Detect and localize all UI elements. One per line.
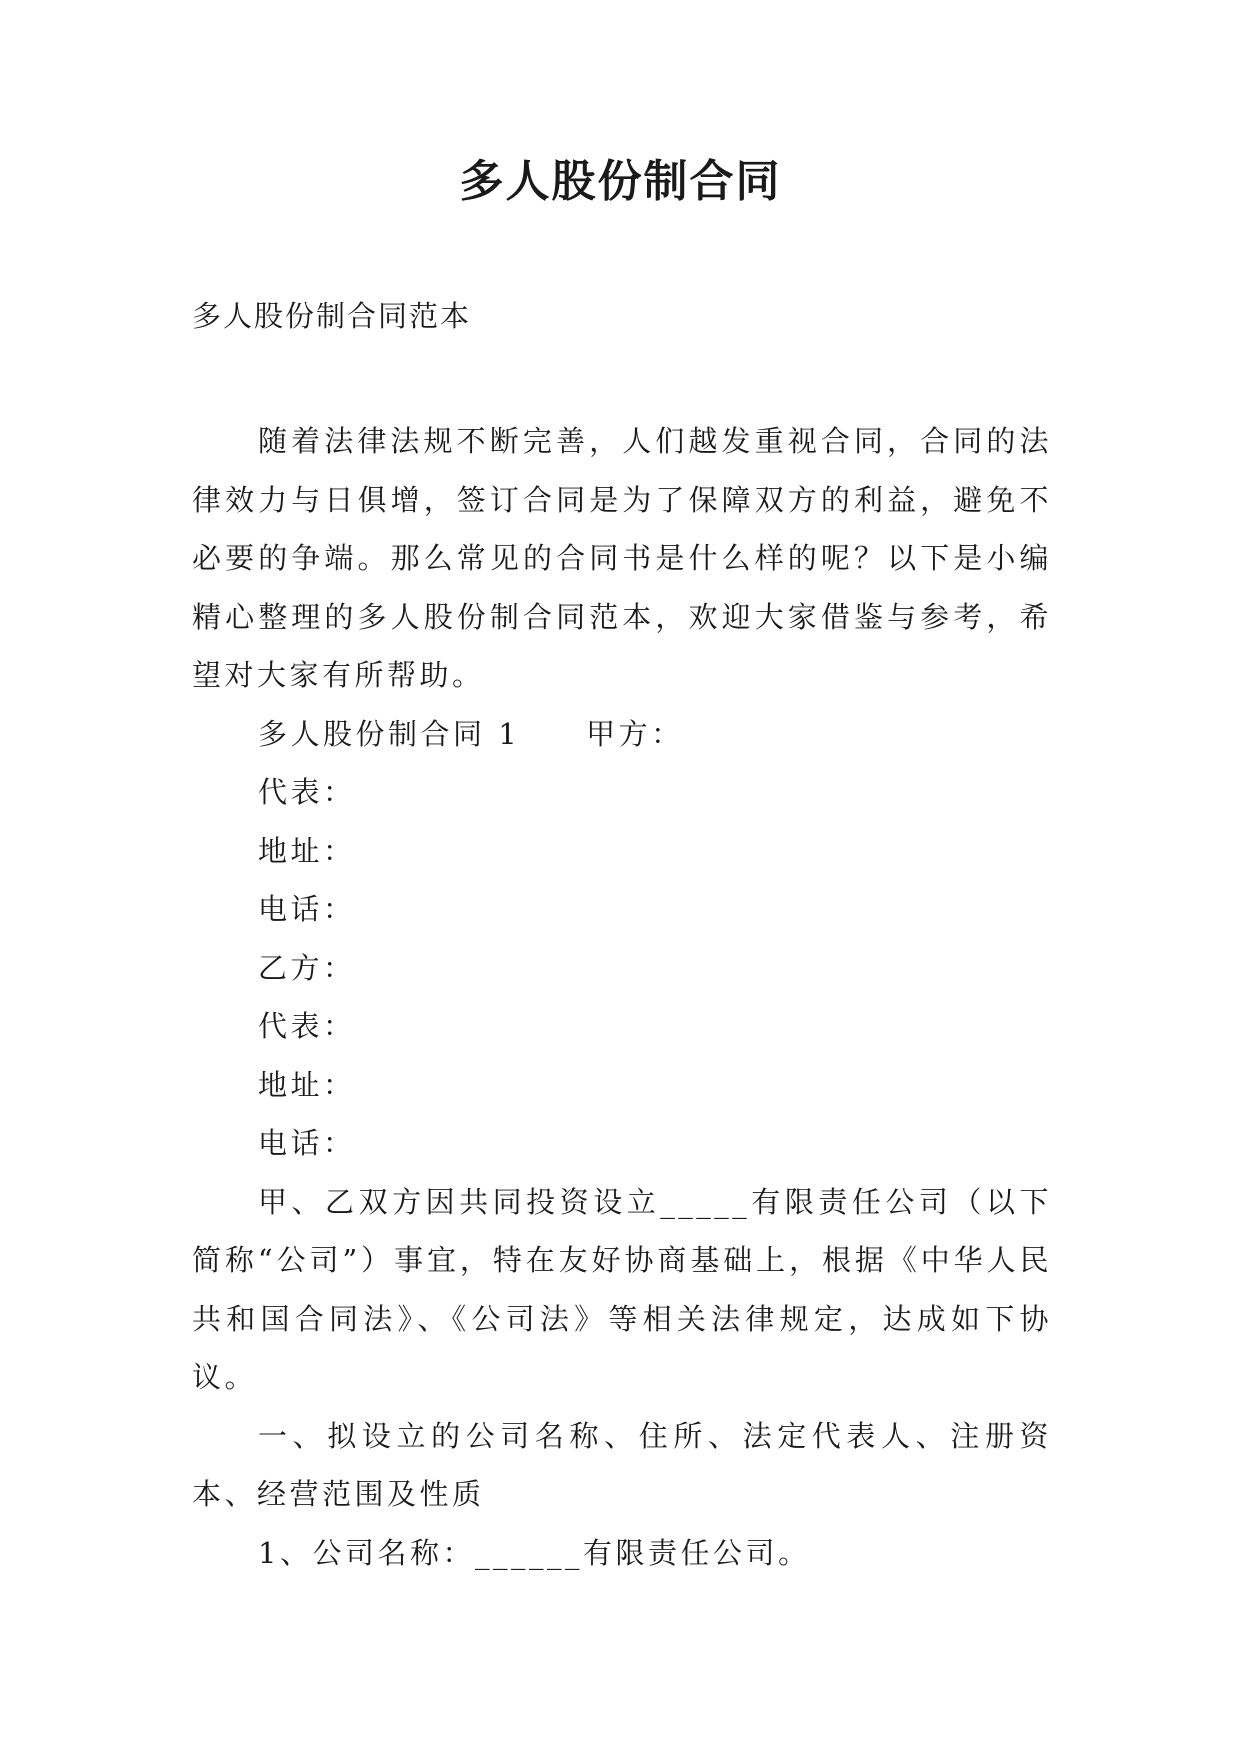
intro-paragraph: 随着法律法规不断完善，人们越发重视合同，合同的法律效力与日俱增，签订合同是为了保障双方的利益，避免不必要的争端。那么常见的合同书是什么样的呢？以下是小编精心整理的多人股份制合同范本，欢迎大家借鉴与参考，希望对大家有所帮助。 [192,424,1052,692]
contract-heading-line [192,705,1052,764]
party-b-representative: 代表： [258,1009,356,1043]
document-body [192,412,1052,1582]
party-a-phone: 电话： [258,892,356,926]
section-1-item-1: 1、公司名称：______有限责任公司。 [258,1535,811,1570]
party-a-address: 地址： [258,833,356,868]
document-title: 多人股份制合同 [459,156,782,207]
preamble-paragraph: 甲、乙双方因共同投资设立_____有限责任公司（以下简称“公司”）事宜，特在友好协商基础上，根据《中华人民共和国合同法》、《公司法》等相关法律规定，达成如下协议。 [192,1184,1052,1394]
contract-heading: 多人股份制合同 1 [258,716,521,751]
section-1-heading: 一、拟设立的公司名称、住所、法定代表人、注册资本、经营范围及性质 [192,1418,1052,1511]
party-b-address: 地址： [258,1067,356,1102]
document-subtitle: 多人股份制合同范本 [192,299,472,333]
party-b-phone: 电话： [258,1126,356,1160]
party-b-label: 乙方： [258,950,356,985]
party-a-label: 甲方： [586,716,684,751]
party-a-representative: 代表： [258,775,356,809]
